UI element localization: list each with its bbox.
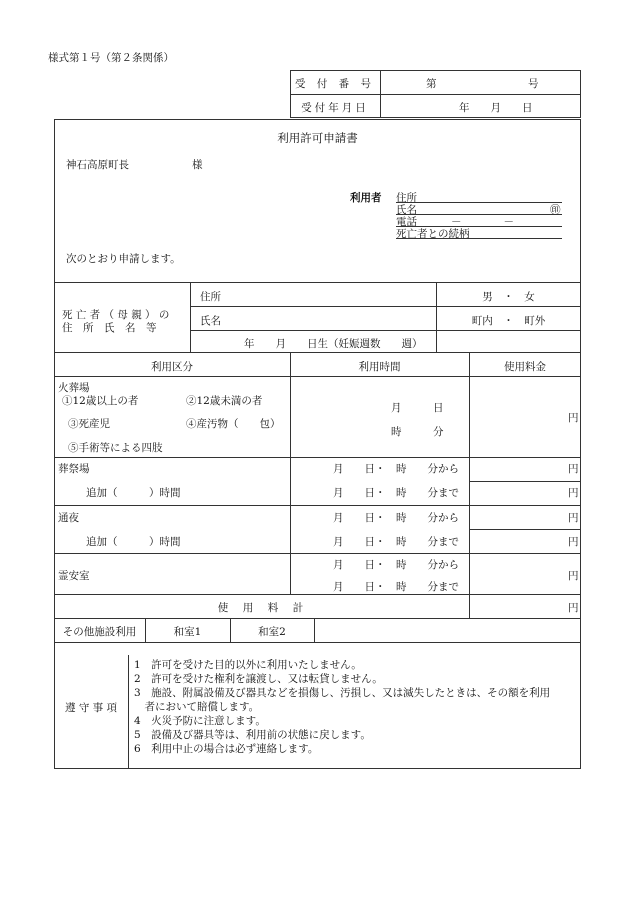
receipt-date-value: 年 月 日 <box>459 102 533 114</box>
wake-to: 月 日・ 時 分まで <box>333 536 459 548</box>
other-room1: 和室1 <box>173 626 202 638</box>
applicant-relation-label: 死亡者との続柄 <box>396 228 470 240</box>
mortuary-fee: 円 <box>568 570 579 582</box>
funeral-hall-extra-fee: 円 <box>568 487 579 499</box>
rule-2: 2 許可を受けた権利を譲渡し、又は転貸しません。 <box>134 673 383 685</box>
receipt-dai: 第 <box>426 78 437 90</box>
addressee: 神石高原町長 <box>66 159 129 171</box>
funeral-hall-label: 葬祭場 <box>58 463 90 475</box>
deceased-label-2: 住 所 氏 名 等 <box>62 322 157 334</box>
mortuary-label: 霊安室 <box>58 570 90 582</box>
applicant-phone-label: 電話 <box>396 216 417 228</box>
total-fee: 円 <box>568 602 579 614</box>
cremation-opt2: ②12歳未満の者 <box>186 395 263 407</box>
form-number-label: 様式第１号（第２条関係） <box>48 52 174 64</box>
cremation-fee: 円 <box>568 412 579 424</box>
cremation-title: 火葬場 <box>58 382 90 394</box>
header-usage-category: 利用区分 <box>151 361 193 373</box>
mortuary-from: 月 日・ 時 分から <box>333 559 459 571</box>
funeral-hall-from: 月 日・ 時 分から <box>333 463 459 475</box>
applicant-address-label: 住所 <box>396 192 417 204</box>
cremation-opt4: ④産汚物（ 包） <box>186 418 281 430</box>
wake-fee: 円 <box>568 512 579 524</box>
cremation-time-line1: 月 日 <box>391 402 444 414</box>
rule-1: 1 許可を受けた目的以外に利用いたしません。 <box>134 659 362 671</box>
receipt-go: 号 <box>528 78 539 90</box>
other-facilities-label: その他施設利用 <box>62 626 137 638</box>
rule-3: 3 施設、附属設備及び器具などを損傷し、汚損し、又は滅失したときは、その額を利用 <box>134 687 551 699</box>
cremation-time-line2: 時 分 <box>391 426 444 438</box>
wake-extra: 追加（ ）時間 <box>86 536 181 548</box>
deceased-birth: 年 月 日生（妊娠週数 週） <box>244 338 423 350</box>
wake-extra-fee: 円 <box>568 536 579 548</box>
receipt-number-label: 受 付 番 号 <box>294 78 375 90</box>
rules-label: 遵 守 事 項 <box>64 702 117 714</box>
deceased-label-1: 死 亡 者 （ 母 親 ） の <box>62 309 170 321</box>
rule-6: 6 利用中止の場合は必ず連絡します。 <box>134 743 319 755</box>
header-usage-time: 利用時間 <box>358 361 401 373</box>
total-label: 使 用 料 計 <box>217 602 306 614</box>
cremation-opt3: ③死産児 <box>68 418 110 430</box>
applicant-phone-dash: － － <box>451 216 514 228</box>
rule-4: 4 火災予防に注意します。 <box>134 715 266 727</box>
form-title: 利用許可申請書 <box>277 131 358 145</box>
deceased-address-label: 住所 <box>200 291 221 303</box>
mortuary-to: 月 日・ 時 分まで <box>333 581 459 593</box>
receipt-date-label: 受付年月日 <box>301 102 369 114</box>
cremation-opt1: ①12歳以上の者 <box>62 395 139 407</box>
funeral-hall-to: 月 日・ 時 分まで <box>333 487 459 499</box>
header-fee: 使用料金 <box>504 361 546 373</box>
deceased-sex: 男 ・ 女 <box>482 291 535 303</box>
cremation-opt5: ⑤手術等による四肢 <box>68 442 163 454</box>
applicant-label: 利用者 <box>350 192 382 204</box>
deceased-name-label: 氏名 <box>200 315 221 327</box>
rule-3-cont: 者において賠償します。 <box>134 701 260 713</box>
funeral-hall-fee: 円 <box>568 463 579 475</box>
addressee-sama: 様 <box>192 159 203 171</box>
wake-label: 通夜 <box>58 512 79 524</box>
rule-5: 5 設備及び器具等は、利用前の状態に戻します。 <box>134 729 371 741</box>
other-room2: 和室2 <box>258 626 286 638</box>
applicant-name-label: 氏名 <box>396 204 417 216</box>
seal-icon: ㊞ <box>550 204 561 216</box>
intro-text: 次のとおり申請します。 <box>66 253 181 265</box>
deceased-region: 町内 ・ 町外 <box>471 315 546 327</box>
wake-from: 月 日・ 時 分から <box>333 512 459 524</box>
funeral-hall-extra: 追加（ ）時間 <box>86 487 181 499</box>
